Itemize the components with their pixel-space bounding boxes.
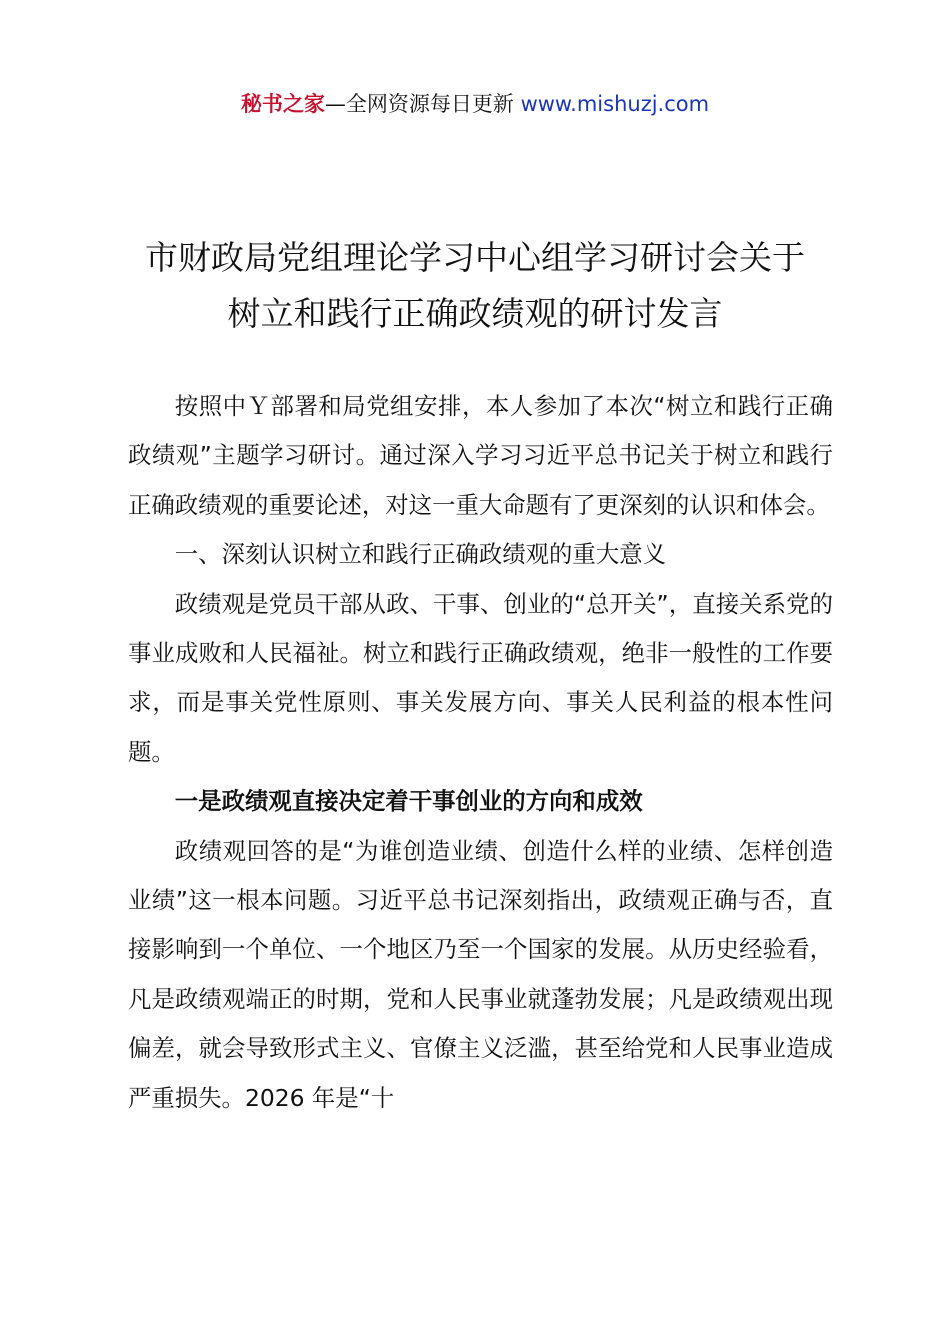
subheading-1: 一是政绩观直接决定着干事创业的方向和成效 <box>174 787 643 816</box>
title-line-2: 树立和践行正确政绩观的研讨发言 <box>227 294 723 333</box>
section-heading-1: 一、深刻认识树立和践行正确政绩观的重大意义 <box>174 540 666 569</box>
body-paragraph: 政绩观是党员干部从政、干事、创业的“总开关”，直接关系党的事业成败和人民福祉。树立和践行正确政绩观，绝非一般性的工作要求，而是事关党性原则、事关发展方向、事关人民利益的根本性问题。 <box>128 589 833 766</box>
document-title <box>100 230 850 342</box>
title-line-1: 市财政局党组理论学习中心组学习研讨会关于 <box>145 238 805 277</box>
document-body <box>128 382 833 1123</box>
brand-name: 秘书之家 <box>240 92 325 116</box>
body-paragraph: 政绩观回答的是“为谁创造业绩、创造什么样的业绩、怎样创造业绩”这一根本问题。习近平总书记深刻指出，政绩观正确与否，直接影响到一个单位、一个地区乃至一个国家的发展。从历史经验看，凡是政绩观端正的时期，党和人民事业就蓬勃发展；凡是政绩观出现偏差，就会导致形式主义、官僚主义泛滥，甚至给党和人民事业造成严重损失。2026 年是“十 <box>128 836 833 1112</box>
intro-paragraph: 按照中Ｙ部署和局党组安排，本人参加了本次“树立和践行正确政绩观”主题学习研讨。通过深入学习习近平总书记关于树立和践行正确政绩观的重要论述，对这一重大命题有了更深刻的认识和体会。 <box>128 392 833 519</box>
site-url[interactable]: www.mishuzj.com <box>520 92 710 116</box>
site-header <box>0 88 950 120</box>
header-tagline: —全网资源每日更新 <box>324 92 521 116</box>
